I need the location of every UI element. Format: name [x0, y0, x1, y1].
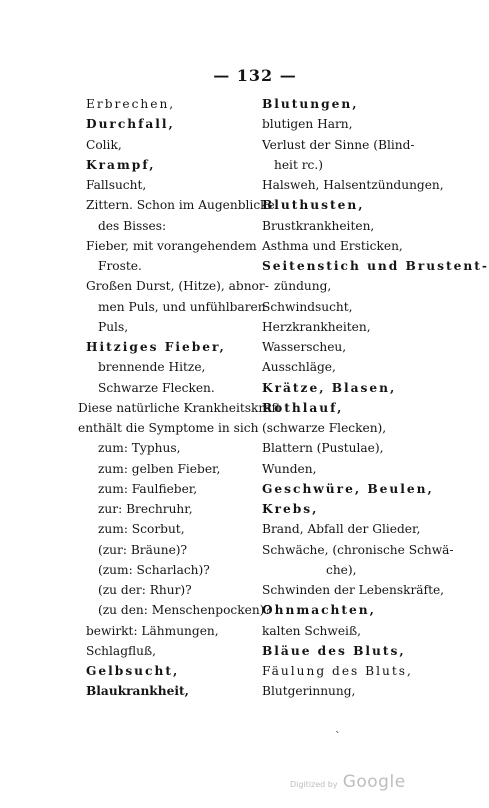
- digitized-footer: [290, 772, 406, 792]
- ink-mark-icon: `: [335, 730, 341, 743]
- right-entry: Verlust der Sinne (Blind-: [262, 137, 415, 152]
- right-entry: Wunden,: [262, 461, 317, 476]
- right-entry: Brand, Abfall der Glieder,: [262, 522, 421, 537]
- left-column: [78, 94, 281, 702]
- right-entry: (schwarze Flecken),: [262, 421, 387, 435]
- right-entry: Schwindsucht,: [262, 299, 353, 314]
- left-entry: Erbrechen,: [86, 97, 176, 111]
- left-entry: (zu den: Menschenpocken)?: [98, 603, 271, 618]
- right-entry: Bluthusten,: [262, 198, 365, 213]
- left-entry: Colik,: [86, 137, 122, 152]
- left-entry: Puls,: [98, 319, 129, 334]
- left-entry: (zur: Bräune)?: [98, 542, 188, 557]
- right-entry: Halsweh, Halsentzündungen,: [262, 178, 444, 192]
- left-entry: enthält die Symptome in sich: [78, 421, 259, 435]
- left-entry: Gelbsucht,: [86, 664, 180, 678]
- left-entry: Fallsucht,: [86, 178, 147, 192]
- left-entry: Großen Durst, (Hitze), abnor-: [86, 279, 269, 294]
- digitized-label: Digitized by: [290, 780, 338, 789]
- left-entry: (zum: Scharlach)?: [98, 562, 210, 577]
- left-entry: des Bisses:: [98, 218, 167, 233]
- left-entry: Durchfall,: [86, 117, 175, 132]
- right-entry: Blutungen,: [262, 97, 359, 111]
- left-entry: Diese natürliche Krankheitskraft: [78, 400, 281, 415]
- right-column: [262, 94, 489, 702]
- left-entry: zum: gelben Fieber,: [98, 461, 221, 476]
- left-entry: zur: Brechruhr,: [98, 502, 193, 516]
- right-entry: Blutgerinnung,: [262, 684, 356, 699]
- left-entry: men Puls, und unfühlbaren: [98, 299, 266, 314]
- right-entry: Asthma und Ersticken,: [262, 238, 403, 253]
- left-entry: Blaukrankheit,: [86, 684, 189, 699]
- right-entry: Krätze, Blasen,: [262, 380, 397, 395]
- right-entry: Geschwüre, Beulen,: [262, 481, 434, 496]
- left-entry: Schwarze Flecken.: [98, 380, 215, 395]
- right-entry: Schwäche, (chronische Schwä-: [262, 542, 454, 557]
- right-entry: Ohnmachten,: [262, 603, 376, 618]
- right-entry: kalten Schweiß,: [262, 623, 361, 638]
- left-entry: Fieber, mit vorangehendem: [86, 238, 257, 253]
- left-entry: zum: Typhus,: [98, 441, 181, 456]
- left-entry: zum: Scorbut,: [98, 522, 185, 537]
- right-entry: Krebs,: [262, 502, 319, 516]
- right-entry: zündung,: [274, 279, 332, 294]
- left-entry: Froste.: [98, 259, 142, 273]
- right-entry: che),: [326, 562, 357, 577]
- right-entry: Wasserscheu,: [262, 340, 347, 354]
- right-entry: blutigen Harn,: [262, 117, 353, 132]
- right-entry: heit rc.): [274, 157, 324, 172]
- left-entry: Krampf,: [86, 157, 156, 172]
- left-entry: Hitziges Fieber,: [86, 340, 226, 354]
- right-entry: Brustkrankheiten,: [262, 218, 375, 233]
- left-entry: Zittern. Schon im Augenblicke: [86, 198, 275, 213]
- right-entry: Blattern (Pustulae),: [262, 441, 384, 456]
- right-entry: Rothlauf,: [262, 400, 344, 415]
- right-entry: Ausschläge,: [262, 360, 336, 375]
- right-entry: Bläue des Bluts,: [262, 643, 406, 658]
- right-entry: Herzkrankheiten,: [262, 319, 371, 334]
- google-logo: Google: [342, 772, 406, 792]
- left-entry: zum: Faulfieber,: [98, 481, 198, 496]
- left-entry: bewirkt: Lähmungen,: [86, 623, 219, 638]
- right-entry: Seitenstich und Brustent-: [262, 259, 489, 273]
- right-entry: Schwinden der Lebenskräfte,: [262, 583, 445, 597]
- page-number: — 132 —: [213, 66, 297, 85]
- left-entry: Schlagfluß,: [86, 643, 156, 658]
- right-entry: Fäulung des Bluts,: [262, 664, 413, 678]
- left-entry: (zu der: Rhur)?: [98, 583, 192, 597]
- left-entry: brennende Hitze,: [98, 360, 206, 375]
